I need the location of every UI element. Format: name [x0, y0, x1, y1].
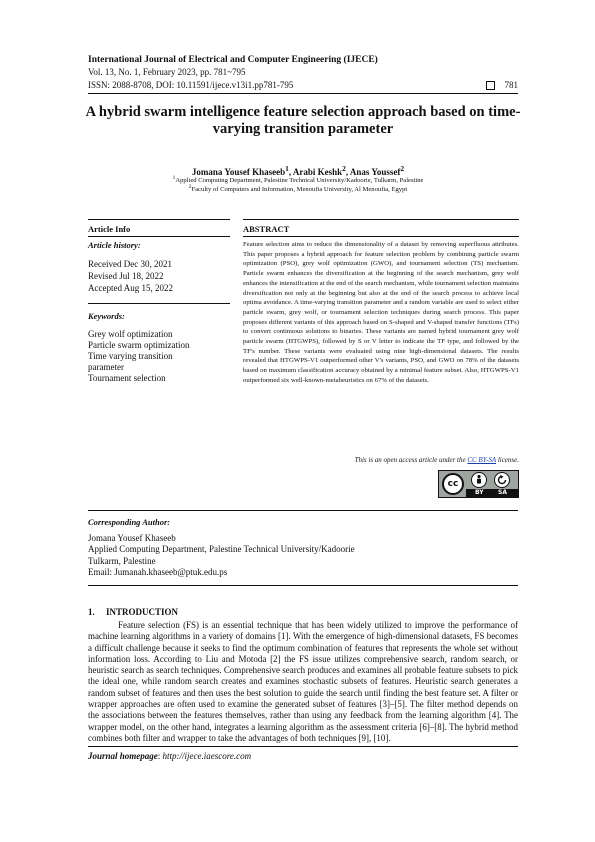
share-alike-icon: [494, 472, 510, 488]
issn-line: ISSN: 2088-8708, DOI: 10.11591/ijece.v13i1.pp781-795: [88, 80, 294, 90]
paper-title: A hybrid swarm intelligence feature selection approach based on time-varying transition parameter: [85, 104, 521, 137]
cc-icon: cc: [442, 473, 464, 495]
section-divider: [243, 219, 519, 220]
author-sup: 1: [285, 164, 289, 173]
section-heading: [88, 607, 178, 618]
history-heading: Article history:: [88, 240, 141, 250]
header-divider: [88, 93, 518, 94]
badge-label-strip: [466, 489, 518, 497]
abstract-text: Feature selection aims to reduce the dimensionality of a dataset by removing superfluous attributes. This paper proposes a hybrid approach for feature selection problem by combining particle swarm optimization (PSO), grey wolf optimization (GWO), and tournament selection (TS) mechanism. Particle swarm enhances the diversification at the beginning of the search mechanism, grey wolf enhances the intensification at the end of the search mechanism, while tournament selection maintains diversification not only at the beginning but also at the end of the search process to achieve local optima avoidance. A time-varying transition parameter and a random variable are used to select either particle swarm, grey wolf, or tournament selection techniques during search process. This paper proposes different variants of this approach based on S-shaped and V-shaped transfer functions (TFs) to convert continuous solutions to binaries. These variants are named hybrid tournament grey wolf particle swarm (HTGWPS), followed by S or V letter to indicate the TF type, and followed by the TF's number. These variants were evaluated using nine high-dimensional datasets. The results revealed that HTGWPS-V1 outperformed other V's variants, PSO, and GWO on 78% of the datasets based on maximum classification accuracy obtained by a minimal feature subset. Also, HTGWPS-V1 outperformed six well-known-metaheuristics on 67% of the datasets.: [243, 241, 519, 384]
keyword: Particle swarm optimization: [88, 340, 190, 350]
section-divider: [88, 219, 230, 220]
journal-name: International Journal of Electrical and Computer Engineering (IJECE): [88, 55, 378, 65]
corresponding-line: Applied Computing Department, Palestine Technical University/Kadoorie: [88, 544, 355, 555]
article-history: [88, 240, 230, 294]
footer-divider: [88, 746, 518, 747]
keyword: Grey wolf optimization: [88, 329, 173, 339]
person-icon-glyph: [472, 473, 486, 487]
author-separator: ,: [345, 167, 350, 177]
keyword: Tournament selection: [88, 373, 166, 383]
section-number: 1.: [88, 607, 95, 617]
cc-by-sa-badge[interactable]: [438, 470, 519, 498]
license-link[interactable]: CC BY-SA: [467, 456, 497, 464]
keyword: Time varying transition: [88, 351, 173, 361]
homepage-label: Journal homepage: [88, 751, 158, 761]
corresponding-author: [88, 517, 518, 578]
badge-sa-label: SA: [498, 489, 507, 496]
square-icon: [486, 81, 495, 90]
open-access-suffix: license.: [496, 456, 519, 464]
homepage-link[interactable]: http://ijece.iaescore.com: [162, 751, 252, 761]
author-sup: 2: [400, 164, 405, 173]
section-divider: [243, 236, 519, 237]
article-info-heading: Article Info: [88, 224, 131, 234]
author-separator: ,: [288, 167, 293, 177]
affiliation: [88, 183, 508, 194]
keywords-block: [88, 311, 230, 384]
open-access-prefix: This is an open access article under the: [354, 456, 468, 464]
abstract-heading: ABSTRACT: [243, 224, 290, 234]
affiliation-text: Faculty of Computers and Information, Menoufia University, Al Menoufia, Egypt: [191, 186, 408, 194]
history-item: Revised Jul 18, 2022: [88, 271, 164, 281]
history-item: Accepted Aug 15, 2022: [88, 283, 173, 293]
history-item: Received Dec 30, 2021: [88, 259, 172, 269]
keywords-heading: Keywords:: [88, 311, 125, 321]
affiliation-sup: 1: [172, 175, 176, 181]
affiliation-sup: 2: [188, 184, 192, 190]
section-divider: [88, 303, 230, 304]
section-divider: [88, 585, 518, 586]
corresponding-heading: Corresponding Author:: [88, 517, 171, 527]
page-number: 781: [504, 80, 518, 90]
homepage-colon: :: [157, 751, 163, 761]
corresponding-line: Jomana Yousef Khaseeb: [88, 533, 176, 543]
author-name: Anas Youssef: [349, 167, 401, 177]
journal-header: [88, 54, 518, 78]
issn-row: [88, 79, 518, 91]
corresponding-line: Tulkarm, Palestine: [88, 555, 156, 566]
keyword: parameter: [88, 362, 124, 372]
share-alike-glyph: [495, 473, 509, 487]
journal-footer: [88, 751, 251, 762]
introduction-text: Feature selection (FS) is an essential technique that has been widely utilized to improve the performance of machine learning algorithms in a variety of domains [1]. With the emergence of high-dimensional datasets, FS becomes a difficult challenge because it seeks to find the optimum combination of features that represents the whole set without information loss. According to Liu and Motoda [2] the FS issue utilizes comprehensive search, random search, or heuristic search as search techniques. Comprehensive search produces and examines all probable feature subsets to pick the ideal one, while random search creates and examines stochastic subsets of features. Heuristic search generates a random subset of features and then uses the best solution to guide the search until finding the best feature set. A filter or wrapper approaches are often used to examine the generated subset of features [3]–[5]. The filter method depends on the associations between the features themselves, rather than using any feedback from the learning algorithm [4]. The wrapper model, on the other hand, integrates a learning algorithm as the assessment criteria [6]–[8]. The hybrid method combines both filter and wrapper to take the advantages of both techniques [9], [10].: [88, 620, 518, 743]
author-name: Jomana Yousef Khaseeb: [191, 167, 286, 177]
section-title: INTRODUCTION: [106, 607, 179, 617]
volume-line: Vol. 13, No. 1, February 2023, pp. 781~795: [88, 67, 246, 77]
badge-by-label: BY: [475, 489, 484, 496]
corresponding-email: Email: Jumanah.khaseeb@ptuk.edu.ps: [88, 566, 228, 577]
section-divider: [88, 236, 230, 237]
author-name: Arabi Keshk: [292, 167, 343, 177]
section-divider: [88, 510, 518, 511]
person-icon: [471, 472, 487, 488]
affiliation-text: Applied Computing Department, Palestine Technical University/Kadoorie, Tulkarm, Palestine: [175, 177, 424, 185]
open-access-note: [243, 456, 519, 465]
author-sup: 2: [342, 164, 346, 173]
